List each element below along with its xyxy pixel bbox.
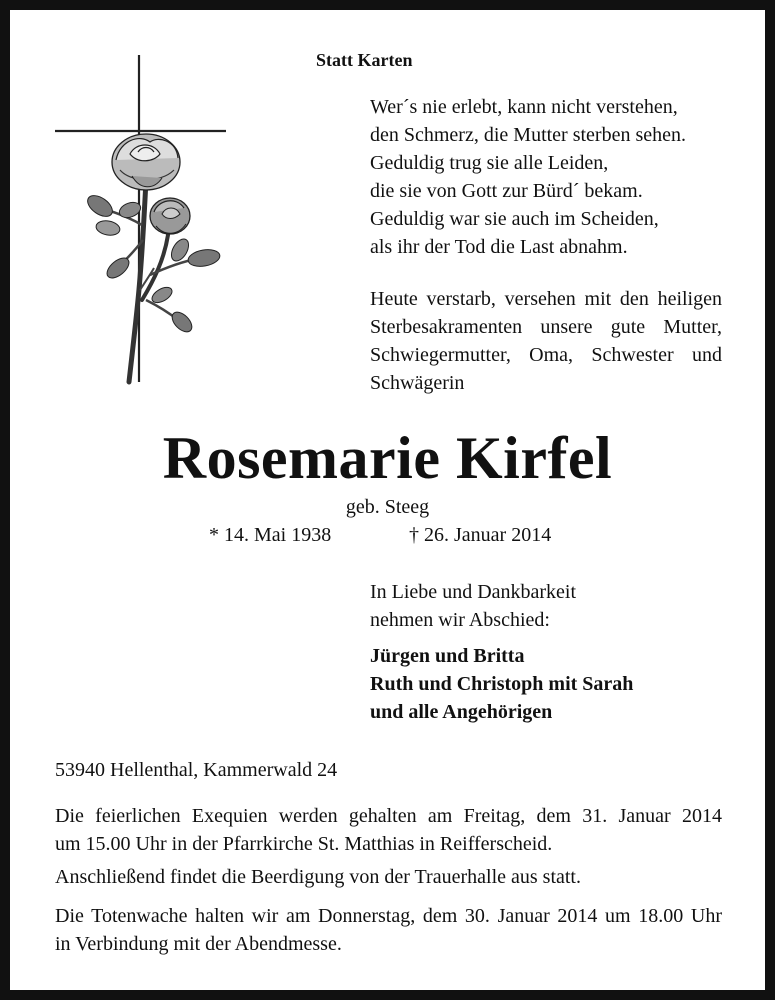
announcement-line: Schwiegermutter, Oma, Schwester und — [370, 344, 722, 366]
announcement-line: Schwägerin — [370, 372, 465, 394]
family-address: 53940 Hellenthal, Kammerwald 24 — [55, 759, 338, 781]
birth-date: * 14. Mai 1938 — [209, 524, 332, 546]
funeral-line: Die feierlichen Exequien werden gehalten am Freitag, dem 31. Januar 2014 — [55, 805, 722, 827]
farewell-line: In Liebe und Dankbarkeit — [370, 581, 577, 603]
mourners-list — [370, 642, 633, 726]
poem-line: als ihr der Tod die Last abnahm. — [370, 236, 628, 258]
heading-statt-karten: Statt Karten — [316, 50, 413, 70]
memorial-poem — [370, 93, 686, 261]
mourner-entry: Jürgen und Britta — [370, 645, 525, 667]
funeral-line: um 15.00 Uhr in der Pfarrkirche St. Matthias in Reifferscheid. — [55, 833, 553, 855]
deceased-name: Rosemarie Kirfel — [162, 425, 613, 491]
cross-with-roses-icon — [50, 50, 230, 390]
funeral-info — [55, 802, 722, 858]
announcement-line: Heute verstarb, versehen mit den heiligen — [370, 288, 722, 310]
poem-line: die sie von Gott zur Bürd´ bekam. — [370, 180, 643, 202]
announcement-line: Sterbesakramenten unsere gute Mutter, — [370, 316, 722, 338]
wake-info — [55, 902, 722, 958]
death-date: † 26. Januar 2014 — [409, 524, 552, 546]
poem-line: Wer´s nie erlebt, kann nicht verstehen, — [370, 96, 678, 118]
death-announcement — [370, 285, 722, 397]
mourner-entry: und alle Angehörigen — [370, 701, 553, 723]
farewell-line: nehmen wir Abschied: — [370, 609, 550, 631]
wake-line: Die Totenwache halten wir am Donnerstag, dem 30. Januar 2014 um 18.00 Uhr — [55, 905, 722, 927]
poem-line: Geduldig trug sie alle Leiden, — [370, 152, 609, 174]
burial-info: Anschließend findet die Beerdigung von der Trauerhalle aus statt. — [55, 866, 581, 888]
farewell-text — [370, 578, 576, 634]
maiden-name: geb. Steeg — [345, 496, 430, 518]
poem-line: den Schmerz, die Mutter sterben sehen. — [370, 124, 687, 146]
mourner-entry: Ruth und Christoph mit Sarah — [370, 673, 634, 695]
wake-line: in Verbindung mit der Abendmesse. — [55, 933, 342, 955]
poem-line: Geduldig war sie auch im Scheiden, — [370, 208, 659, 230]
